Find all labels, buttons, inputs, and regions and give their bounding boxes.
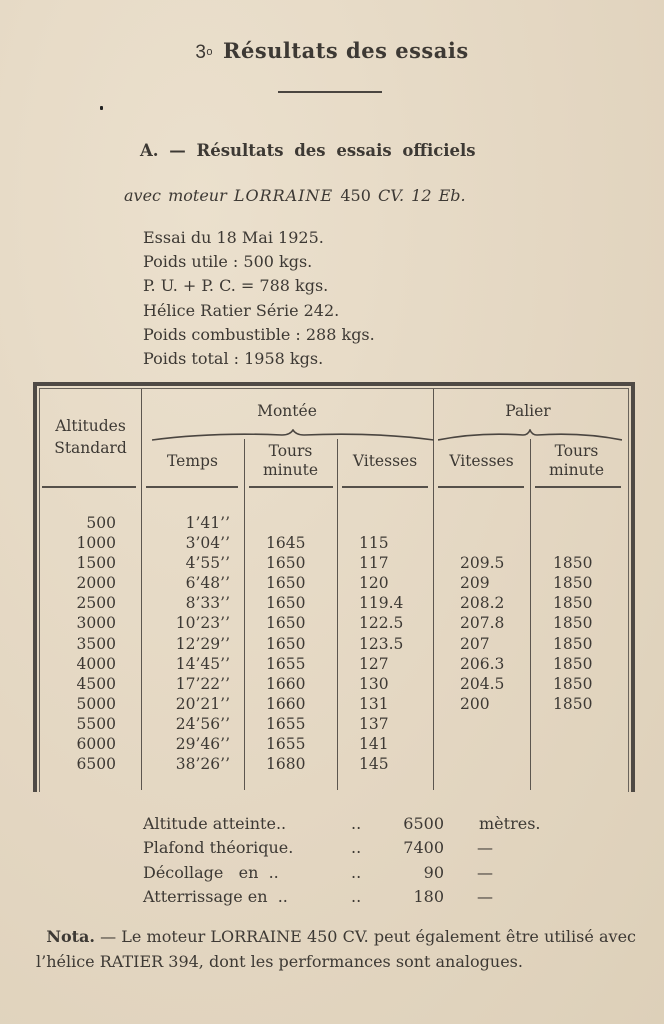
table-cell-tours: 1650: [266, 594, 306, 613]
table-cell-vitesse: 141: [359, 735, 389, 754]
col-temps: [146, 513, 230, 774]
table-cell-altitude: 1500: [76, 554, 116, 573]
summary-label: Décollage en ..: [143, 862, 279, 882]
spec-line: Hélice Ratier Série 242.: [143, 300, 340, 320]
header-underline: [42, 486, 136, 488]
table-cell-vitesse: [359, 513, 419, 533]
engine-name: LORRAINE: [233, 186, 334, 205]
spec-line: Poids total : 1958 kgs.: [143, 349, 324, 369]
spec-line: Poids combustible : 288 kgs.: [143, 324, 375, 344]
col-divider: [337, 439, 338, 790]
subsection-title: A. — Résultats des essais officiels: [140, 141, 476, 160]
table-cell-temps: 10’23’’: [175, 614, 230, 633]
header-altitudes: Altitudes Standard: [54, 417, 127, 457]
table-cell-palier-tours: [553, 714, 613, 734]
col-divider: [244, 439, 245, 790]
table-cell-temps: 1’41’’: [185, 514, 230, 532]
summary-value: 90: [423, 862, 444, 882]
table-cell-temps: 14’45’’: [175, 654, 230, 673]
spec-line: Essai du 18 Mai 1925.: [143, 228, 324, 247]
table-cell-vitesse: 137: [359, 714, 389, 733]
summary-unit: —: [477, 887, 493, 907]
table-cell-temps: 12’29’’: [175, 634, 230, 653]
header-underline: [146, 486, 238, 488]
table-cell-altitude: 4500: [76, 674, 116, 693]
table-cell-temps: 8’33’’: [185, 594, 230, 613]
summary-row: [143, 812, 541, 836]
table-cell-palier-vitesse: [460, 734, 520, 754]
table-cell-tours: 1655: [266, 714, 306, 733]
col-vitesses: [359, 513, 419, 774]
table-cell-palier-vitesse: 200: [460, 694, 490, 713]
results-table: [33, 382, 635, 792]
header-underline: [249, 486, 333, 488]
table-cell-temps: 17’22’’: [175, 674, 230, 693]
spec-line: Poids utile : 500 kgs.: [143, 252, 313, 272]
table-cell-vitesse: 127: [359, 654, 389, 673]
paper-speck: [100, 106, 103, 110]
table-cell-tours: 1660: [266, 694, 306, 713]
table-cell-palier-vitesse: 209.5: [460, 554, 505, 573]
table-cell-tours: [266, 513, 326, 533]
palier-brace: [438, 429, 622, 443]
summary-row: [143, 885, 493, 909]
table-cell-palier-tours: 1850: [553, 654, 593, 673]
table-cell-palier-tours: [553, 754, 613, 774]
table-cell-vitesse: 115: [359, 534, 389, 553]
engine-power: 450: [340, 186, 371, 205]
table-cell-palier-vitesse: [460, 754, 520, 774]
table-cell-palier-tours: [553, 513, 613, 533]
table-cell-vitesse: 122.5: [359, 614, 404, 633]
table-cell-temps: 38’26’’: [175, 755, 230, 774]
summary-label: Atterrissage en ..: [143, 887, 288, 907]
table-cell-vitesse: 117: [359, 554, 389, 573]
table-cell-palier-vitesse: 208.2: [460, 594, 505, 613]
section-number: 3$^o$: [195, 42, 214, 63]
table-cell-altitude: 6500: [76, 755, 116, 774]
header-temps: Temps: [167, 452, 218, 470]
table-cell-palier-tours: 1850: [553, 594, 593, 613]
table-cell-altitude: 5500: [76, 714, 116, 733]
table-cell-tours: 1650: [266, 614, 306, 633]
nota-paragraph: [36, 925, 636, 974]
table-cell-altitude: 3000: [76, 614, 116, 633]
table-cell-tours: 1650: [266, 554, 306, 573]
table-cell-palier-tours: 1850: [553, 694, 593, 713]
summary-value: 7400: [403, 838, 444, 858]
summary-row: [143, 861, 493, 885]
table-cell-palier-vitesse: 207.8: [460, 614, 505, 633]
table-cell-tours: 1650: [266, 634, 306, 653]
table-cell-palier-vitesse: 206.3: [460, 654, 505, 673]
summary-dots: ..: [351, 862, 362, 882]
table-cell-palier-vitesse: [460, 533, 520, 553]
table-cell-altitude: 3500: [76, 634, 116, 653]
table-cell-temps: 20’21’’: [175, 694, 230, 713]
table-cell-tours: 1655: [266, 654, 306, 673]
table-cell-vitesse: 145: [359, 755, 389, 774]
table-cell-palier-tours: [553, 533, 613, 553]
summary-dots: ..: [351, 838, 362, 858]
summary-dots: ..: [351, 814, 362, 833]
table-cell-tours: 1645: [266, 534, 306, 553]
table-cell-vitesse: 123.5: [359, 634, 404, 653]
section-title-text: Résultats des essais: [223, 38, 469, 63]
table-cell-temps: 3’04’’: [185, 534, 230, 553]
table-cell-palier-tours: [553, 734, 613, 754]
summary-dots: ..: [351, 887, 362, 907]
nota-label: Nota.: [46, 927, 95, 946]
header-palier: Palier: [505, 402, 551, 420]
table-cell-palier-vitesse: 207: [460, 634, 490, 653]
header-vitesses-montee: Vitesses: [352, 452, 418, 470]
table-cell-altitude: 500: [86, 514, 116, 532]
summary-label: Altitude atteinte..: [143, 814, 287, 833]
table-cell-tours: 1680: [266, 755, 306, 774]
summary-unit: —: [477, 838, 493, 858]
table-cell-temps: 29’46’’: [175, 735, 230, 754]
table-cell-tours: 1650: [266, 574, 306, 593]
summary-unit: —: [477, 862, 493, 882]
summary-label: Plafond théorique.: [143, 838, 294, 858]
table-cell-altitude: 6000: [76, 735, 116, 754]
engine-prefix: avec moteur: [124, 186, 227, 205]
header-underline: [535, 486, 621, 488]
header-tours-minute: Tours minute: [262, 442, 319, 479]
nota-text: — Le moteur LORRAINE 450 CV. peut également être utilisé avec l’hélice RATIER 394, dont les performances sont analogues.: [36, 927, 637, 971]
table-cell-altitude: 4000: [76, 654, 116, 673]
col-divider: [433, 389, 434, 790]
table-cell-palier-tours: 1850: [553, 634, 593, 653]
table-cell-tours: 1660: [266, 674, 306, 693]
table-cell-vitesse: 131: [359, 694, 389, 713]
table-cell-temps: 24’56’’: [175, 714, 230, 733]
summary-block: [143, 812, 541, 910]
table-cell-palier-tours: 1850: [553, 574, 593, 593]
section-title: [0, 38, 664, 64]
col-palier-tours: [553, 513, 613, 774]
col-palier-vitesses: [460, 513, 520, 774]
engine-model: CV. 12 Eb.: [377, 186, 466, 205]
table-cell-altitude: 2500: [76, 594, 116, 613]
table-cell-altitude: 2000: [76, 574, 116, 593]
table-cell-altitude: 1000: [76, 534, 116, 553]
test-specs: [143, 226, 375, 371]
header-underline: [342, 486, 428, 488]
table-cell-palier-vitesse: 209: [460, 574, 490, 593]
col-divider: [530, 439, 531, 790]
engine-line: [124, 186, 466, 205]
header-montee: Montée: [257, 402, 317, 420]
col-tours: [266, 513, 326, 774]
table-cell-vitesse: 119.4: [359, 594, 404, 613]
summary-unit: mètres.: [479, 814, 541, 833]
summary-row: [143, 836, 493, 860]
title-rule: [278, 91, 382, 93]
table-cell-palier-tours: 1850: [553, 614, 593, 633]
header-underline: [438, 486, 524, 488]
col-divider: [141, 389, 142, 790]
header-vitesses-palier: Vitesses: [449, 452, 514, 470]
header-palier-tours-minute: Tours minute: [548, 442, 605, 479]
table-cell-palier-tours: 1850: [553, 674, 593, 693]
table-cell-palier-vitesse: [460, 714, 520, 734]
spec-line: P. U. + P. C. = 788 kgs.: [143, 276, 329, 296]
table-cell-temps: 6’48’’: [185, 574, 230, 593]
table-cell-palier-vitesse: [460, 513, 520, 533]
table-cell-vitesse: 120: [359, 574, 389, 593]
table-cell-tours: 1655: [266, 735, 306, 754]
table-cell-palier-vitesse: 204.5: [460, 674, 505, 693]
table-cell-temps: 4’55’’: [185, 554, 230, 573]
summary-value: 6500: [403, 814, 444, 833]
montee-brace: [152, 429, 434, 443]
col-altitudes: [60, 513, 116, 774]
table-inner-frame: [39, 388, 629, 792]
table-cell-palier-tours: 1850: [553, 554, 593, 573]
table-cell-altitude: 5000: [76, 694, 116, 713]
summary-value: 180: [413, 887, 444, 907]
table-cell-vitesse: 130: [359, 674, 389, 693]
